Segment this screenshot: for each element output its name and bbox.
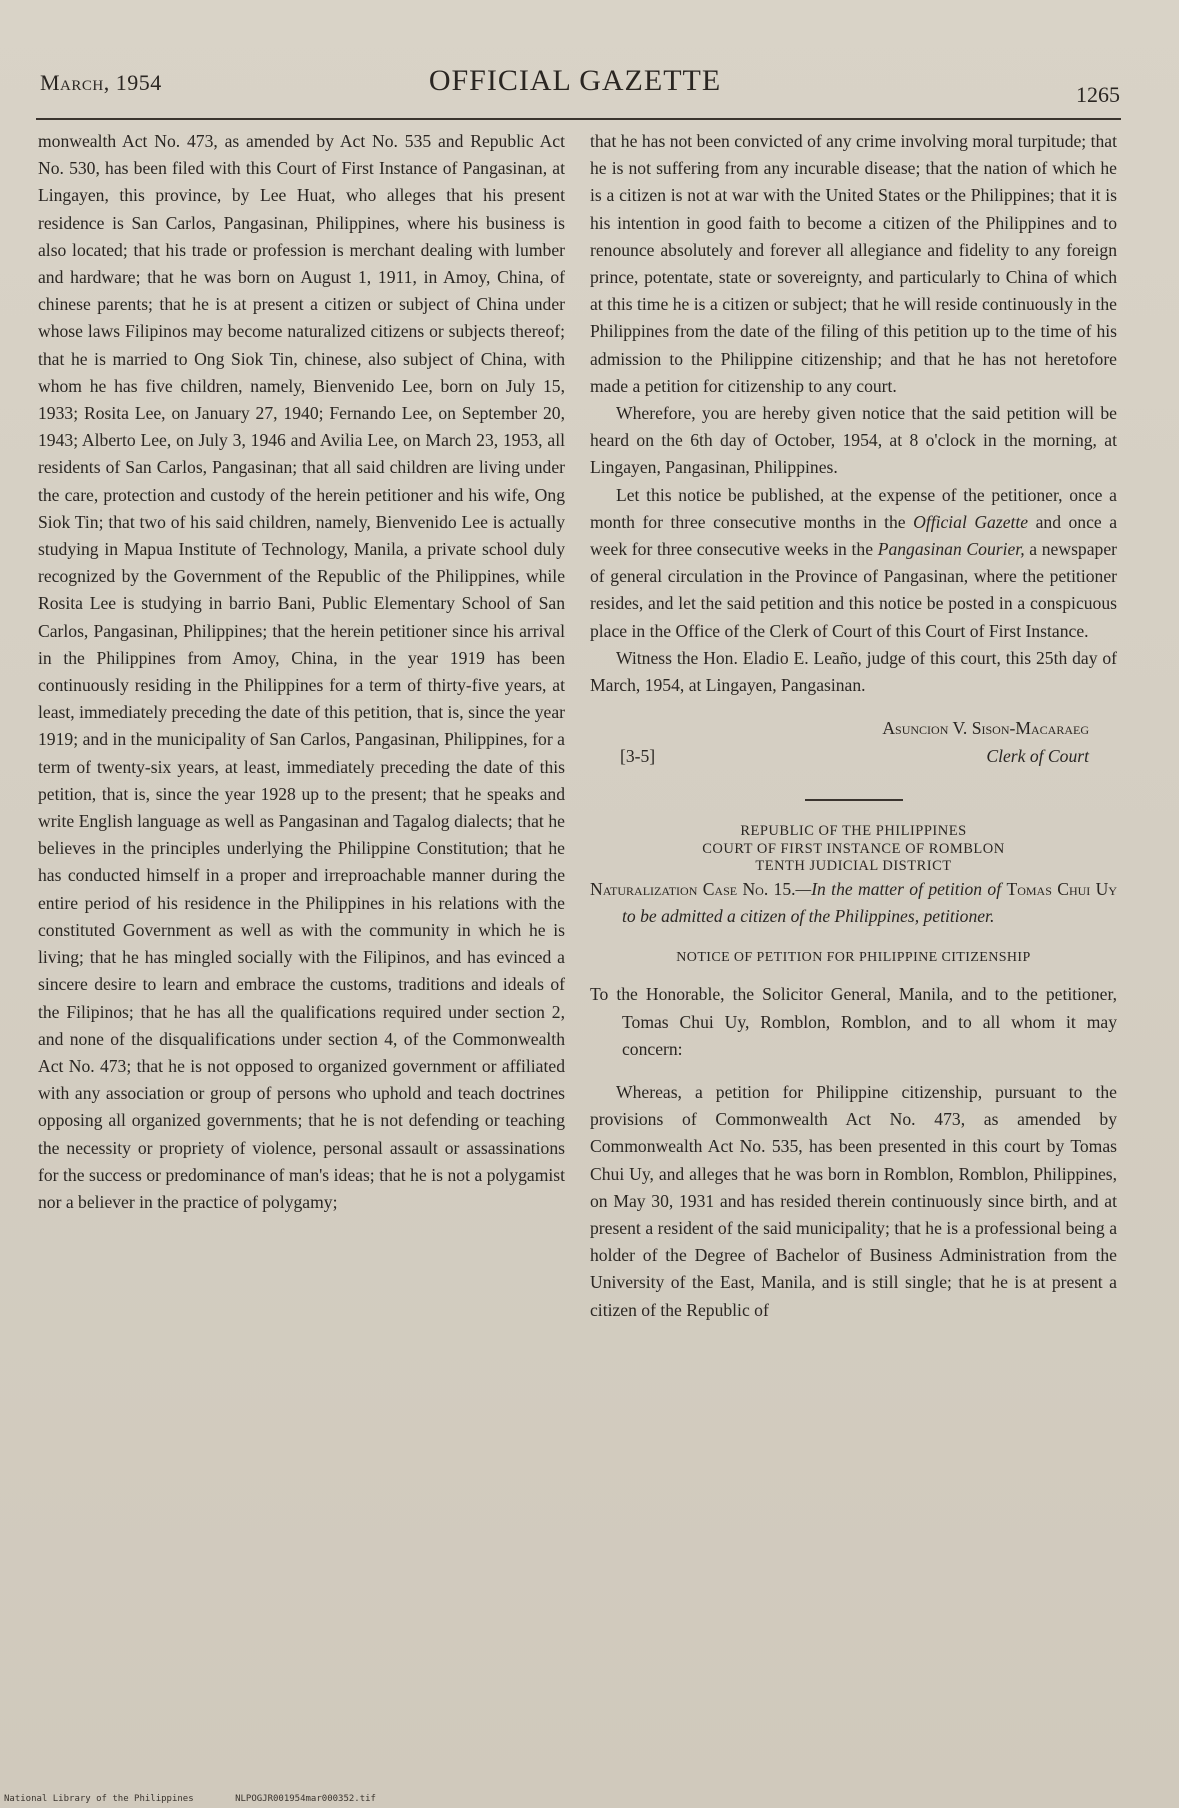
- scan-file-name: NLPOGJR001954mar000352.tif: [235, 1794, 376, 1804]
- notice-title: NOTICE OF PETITION FOR PHILIPPINE CITIZENSHIP: [676, 950, 1031, 966]
- clerk-name: Asuncion V. Sison-Macaraeg: [882, 718, 1089, 739]
- page-number: 1265: [1076, 82, 1120, 107]
- header-rule: [36, 118, 1121, 120]
- hearing-notice: Wherefore, you are hereby given notice that the said petition will be heard on the 6th day of October, 1954, at 8 o'clock in the morning, at Lingayen, Pangasinan, Philippines.: [590, 403, 1117, 478]
- page-header: [30, 60, 1120, 106]
- signature-block: [590, 715, 1117, 777]
- lee-huat-petition-text: monwealth Act No. 473, as amended by Act No. 535 and Republic Act No. 530, has been filed with this Court of First Instance of Pangasinan, at Lingayen, this province, by Lee Huat, who alleges that his present residence is San Carlos, Pangasinan, Philippines, where his business is also located; that his trade or profession is merchant dealing with lumber and hardware; that he was born on August 1, 1911, in Amoy, China, of chinese parents; that he is at present a citizen or subject of China under whose laws Filipinos may become naturalized citizens or subjects thereof; that he is married to Ong Siok Tin, chinese, also subject of China, with whom he has five children, namely, Bienvenido Lee, born on July 15, 1933; Rosita Lee, on January 27, 1940; Fernando Lee, on September 20, 1943; Alberto Lee, on July 3, 1946 and Avilia Lee, on March 23, 1953, all residents of San Carlos, Pangasinan; that all said children are living under the care, protection and custody of the herein petitioner and his wife, Ong Siok Tin; that two of his said children, namely, Bienvenido Lee is actually studying in Mapua Institute of Technology, Manila, a private school duly recognized by the Government of the Republic of the Philippines, while Rosita Lee is studying in barrio Bani, Public Elementary School of San Carlos, Pangasinan, Philippines; that the herein petitioner since his arrival in the Philippines from Amoy, China, in the year 1919 has been continuously residing in the Philippines for a term of thirty-five years, at least, immediately preceding the date of this petition, that is, since the year 1919; and in the municipality of San Carlos, Pangasinan, Philippines, for a term of twenty-six years, at least, immediately preceding the date of this petition, that is, since the year 1928 up to the present; that he speaks and write English language as well as Pangasinan and Tagalog dialects; that he believes in the principles underlying the Philippine Constitution; that he has conducted himself in a proper and irreproachable manner during the entire period of his residence in the Philippines in his relations with the constituted Government as well as with the community in which he is living; that he has mingled socially with the Filipinos, and has evinced a sincere desire to learn and embrace the customs, traditions and ideals of the Filipinos; that he has all the qualifications required under section 2, and none of the disqualifications under section 4, of the Commonwealth Act No. 473; that he is not opposed to organized government or affiliated with any association or group of persons who uphold and teach doctrines opposing all organized governments; that he is not defending or teaching the necessity or propriety of violence, personal assault or assassinations for the success or predominance of man's ideas; that he is not a polygamist nor a believer in the practice of polygamy;: [38, 131, 565, 1212]
- publication-order: Let this notice be published, at the expense of the petitioner, once a month for three consecutive months in the Official Gazette and once a week for three consecutive weeks in the Pangasinan Courier, a newspaper of general circulation in the Province of Pangasinan, where the petitioner resides, and let the said petition and this notice be posted in a conspicuous place in the Office of the Clerk of Court of this Court of First Instance.: [590, 484, 1118, 641]
- notice-address: To the Honorable, the Solicitor General, Manila, and to the petitioner, Tomas Chui Uy, Romblon, Romblon, and to all whom it may concern:: [590, 984, 1117, 1059]
- clerk-title: Clerk of Court: [986, 746, 1089, 767]
- court-heading: REPUBLIC OF THE PHILIPPINES COURT OF FIRST INSTANCE OF ROMBLON TENTH JUDICIAL DISTRICT: [702, 823, 1005, 875]
- case-caption: Naturalization Case No. 15.—In the matter of petition of Tomas Chui Uy to be admitted a citizen of the Philippines, petitioner.: [590, 878, 1117, 926]
- petition-continuation: that he has not been convicted of any crime involving moral turpitude; that he is not suffering from any incurable disease; that the nation of which he is a citizen is not at war with the United States or the Philippines; that it is his intention in good faith to become a citizen of the Philippines and to renounce absolutely and forever all allegiance and fidelity to any foreign prince, potentate, state or sovereignty, and particularly to China of which at this time he is a citizen or subject; that he will reside continuously in the Philippines from the date of the filing of this petition up to the time of his admission to the Philippine citizenship; and that he has not heretofore made a petition for citizenship to any court.: [590, 131, 1117, 396]
- right-column: [590, 128, 1117, 1324]
- courier-name: Pangasinan Courier,: [877, 539, 1025, 560]
- left-column: [38, 128, 565, 1216]
- publication-title: OFFICIAL GAZETTE: [428, 64, 722, 97]
- official-gazette-name: Official Gazette: [913, 511, 1029, 532]
- witness-clause: Witness the Hon. Eladio E. Leaño, judge of this court, this 25th day of March, 1954, at Lingayen, Pangasinan.: [590, 647, 1117, 696]
- issue-date: March, 1954: [40, 70, 162, 95]
- uy-petition-text: Whereas, a petition for Philippine citizenship, pursuant to the provisions of Commonwealth Act No. 473, as amended by Commonwealth Act No. 535, has been presented in this court by Tomas Chui Uy, and alleges that he was born in Romblon, Romblon, Philippines, on May 30, 1931 and has resided therein continuously since birth, and at present a resident of the said municipality; that he is a professional being a holder of the Degree of Bachelor of Business Administration from the University of the East, Manila, and is still single; that he is at present a citizen of the Republic of: [590, 1081, 1117, 1320]
- library-credit: National Library of the Philippines: [4, 1794, 194, 1804]
- scan-footer: [4, 1794, 412, 1804]
- section-divider: [805, 799, 903, 801]
- issue-reference: [3-5]: [620, 746, 656, 767]
